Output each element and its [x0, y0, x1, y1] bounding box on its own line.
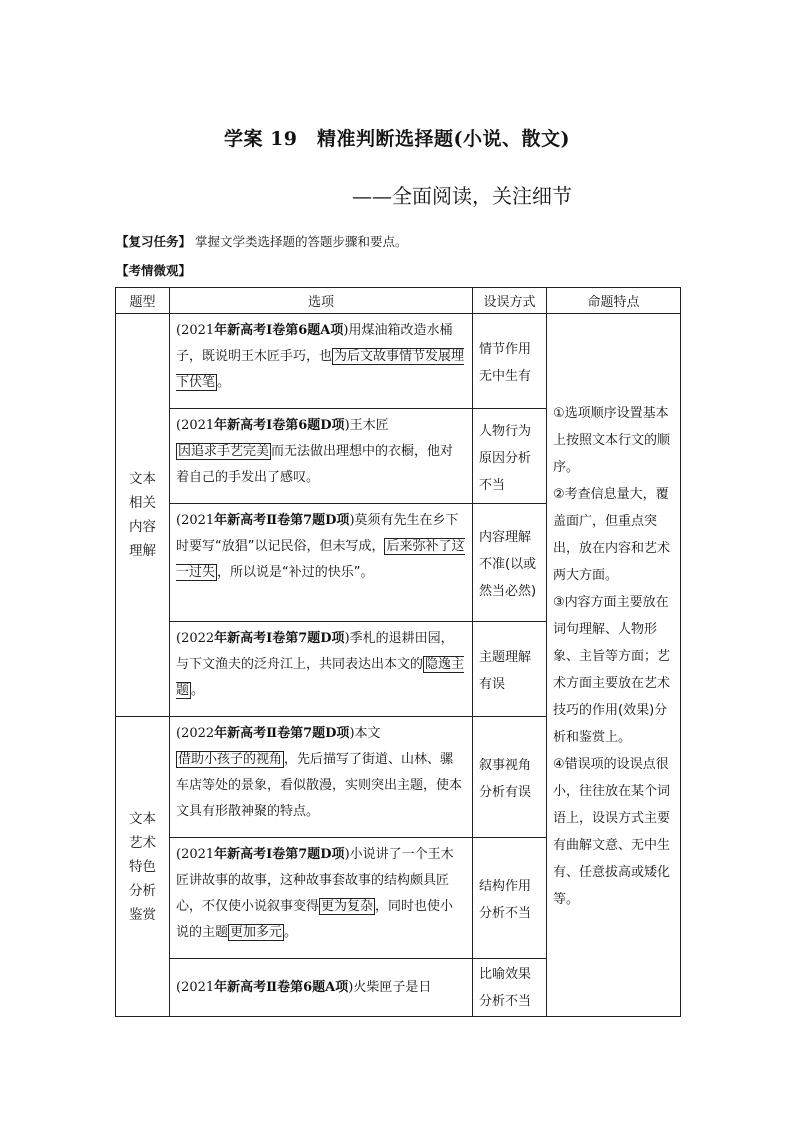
- error-method-cell: 情节作用 无中生有: [473, 314, 547, 409]
- option-source: (2021年新高考Ⅰ卷第6题D项): [176, 418, 350, 433]
- option-cell: (2022年新高考Ⅰ卷第7题D项)季札的退耕田园，与下文渔夫的泛舟江上，共同表达出本文的 隐逸主题 。: [170, 622, 473, 717]
- table-row: [116, 314, 681, 409]
- feature-item: ①选项顺序设置基本上按照文本行文的顺序。: [553, 406, 671, 475]
- option-cell: (2021年新高考Ⅱ卷第7题D项)莫须有先生在乡下时要写“放猖”以记民俗，但未写成， 后来弥补了这一过失 ，所以说是“补过的快乐”。: [170, 504, 473, 622]
- page-subtitle: ——全面阅读，关注细节: [352, 184, 572, 208]
- review-task-tag: 【复习任务】: [116, 234, 192, 249]
- error-method-cell: 结构作用 分析不当: [473, 838, 547, 959]
- header-option: 选项: [170, 288, 473, 314]
- error-method-cell: 人物行为 原因分析 不当: [473, 409, 547, 504]
- error-point-box: 借助小孩子的视角: [178, 752, 283, 767]
- option-source: (2021年新高考Ⅱ卷第7题D项): [176, 513, 355, 528]
- option-source: (2022年新高考Ⅰ卷第7题D项): [176, 631, 350, 646]
- error-method-cell: 叙事视角 分析有误: [473, 717, 547, 838]
- error-point-box: 后来弥补了这一过失: [176, 539, 465, 580]
- option-source: (2021年新高考Ⅱ卷第6题A项): [176, 979, 354, 995]
- exam-overview-label: 【考情微观】: [116, 263, 192, 278]
- error-point-box: 因追求手艺完美: [178, 444, 270, 459]
- feature-cell: [547, 314, 681, 1017]
- error-method-cell: 比喻效果 分析不当: [473, 959, 547, 1017]
- error-point-box: 为后文故事情节发展埋下伏笔: [176, 349, 465, 390]
- option-source: (2021年新高考Ⅰ卷第6题A项): [176, 323, 349, 338]
- error-method-cell: 内容理解 不准(以或 然当必然): [473, 504, 547, 622]
- category-artistic-analysis: 文本 艺术 特色 分析 鉴赏: [116, 717, 170, 1017]
- review-task-text: 掌握文学类选择题的答题步骤和要点。: [195, 234, 408, 249]
- category-content-understanding: 文本 相关 内容 理解: [116, 314, 170, 717]
- error-point-box: 更为复杂: [321, 899, 374, 914]
- error-method-cell: 主题理解 有误: [473, 622, 547, 717]
- option-cell: (2021年新高考Ⅰ卷第7题D项)小说讲了一个王木匠讲故事的故事，这种故事套故事的结构颇具匠心，不仅使小说叙事变得 更为复杂 ，同时也使小说的主题 更加多元 。: [170, 838, 473, 959]
- page-title: 学案 19 精准判断选择题(小说、散文): [223, 128, 571, 150]
- feature-item: ④错误项的设误点很小，往往放在某个词语上，设误方式主要有曲解文意、无中生有、任意拔高或矮化等。: [553, 757, 671, 907]
- feature-item: ③内容方面主要放在词句理解、人物形象、主旨等方面；艺术方面主要放在艺术技巧的作用(效果)分析和鉴赏上。: [553, 595, 671, 745]
- feature-item: ②考查信息量大，覆盖面广，但重点突出，放在内容和艺术两大方面。: [553, 487, 671, 583]
- option-source: (2022年新高考Ⅱ卷第7题D项): [176, 726, 355, 741]
- option-source: (2021年新高考Ⅰ卷第7题D项): [176, 847, 350, 862]
- option-cell: (2021年新高考Ⅰ卷第6题A项)用煤油箱改造水桶子，既说明王木匠手巧，也 为后文故事情节发展埋下伏笔 。: [170, 314, 473, 409]
- header-type: 题型: [116, 288, 170, 314]
- review-task: [116, 232, 408, 250]
- header-feature: 命题特点: [547, 288, 681, 314]
- option-cell: (2021年新高考Ⅱ卷第6题A项)火柴匣子是日: [170, 959, 473, 1017]
- option-cell: (2022年新高考Ⅱ卷第7题D项)本文 借助小孩子的视角 ，先后描写了街道、山林、骡车店等处的景象，看似散漫，实则突出主题，使本文具有形散神聚的特点。: [170, 717, 473, 838]
- error-point-box: 更加多元: [230, 925, 283, 940]
- option-cell: (2021年新高考Ⅰ卷第6题D项)王木匠 因追求手艺完美 而无法做出理想中的衣橱，他对着自己的手发出了感叹。: [170, 409, 473, 504]
- table-header-row: [116, 288, 681, 314]
- header-error-method: 设误方式: [473, 288, 547, 314]
- error-point-box: 隐逸主题: [176, 657, 465, 698]
- exam-analysis-table: [115, 287, 681, 1017]
